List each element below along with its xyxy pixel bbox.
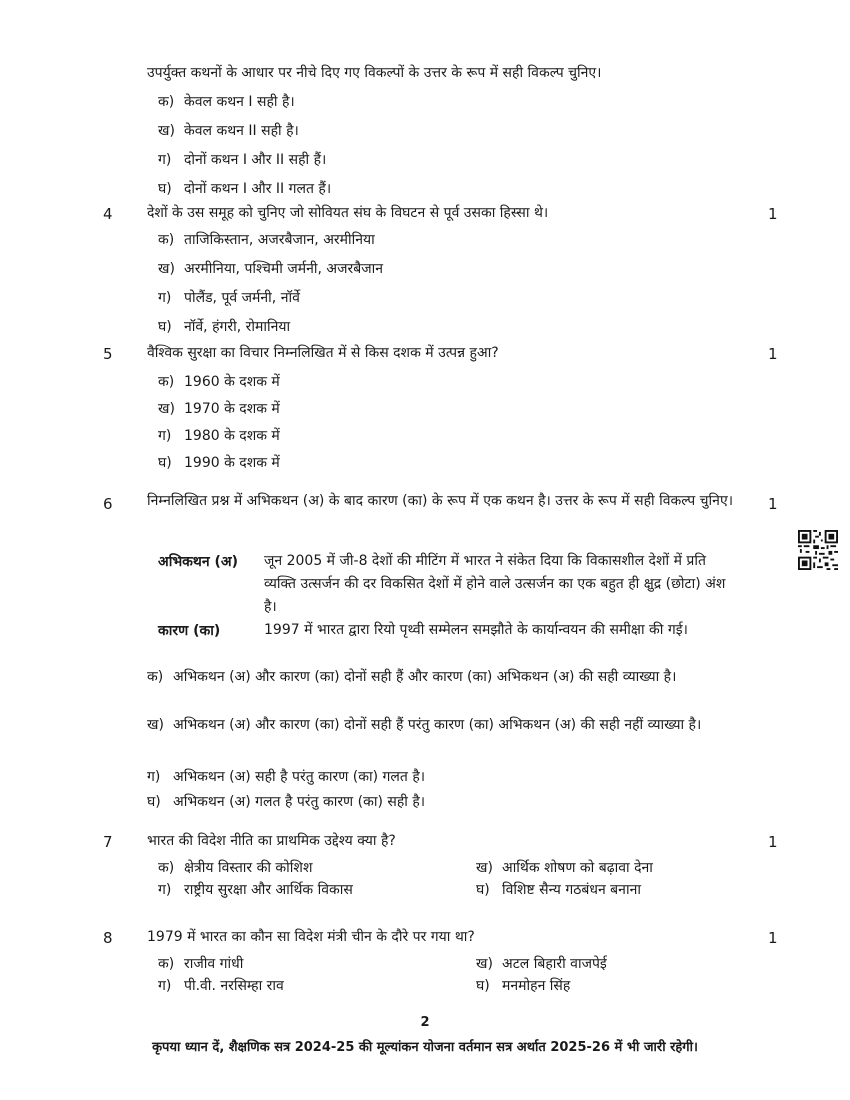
q6-option-b: [147, 714, 742, 737]
q8-option-b: [476, 954, 607, 973]
question-marks: 1: [768, 929, 778, 947]
q5-option-b: [158, 399, 280, 418]
option-label: घ): [158, 455, 172, 471]
q8-option-a: [158, 954, 243, 973]
option-label: क): [158, 232, 175, 248]
option-label: ख): [158, 261, 175, 277]
option-text: मनमोहन सिंह: [502, 978, 571, 994]
q4-option-a: [158, 230, 375, 249]
option-text: आर्थिक शोषण को बढ़ावा देना: [502, 860, 653, 876]
option-label: क): [158, 94, 175, 110]
footer-notice: कृपया ध्यान दें, शैक्षणिक सत्र 2024-25 की मूल्यांकन योजना वर्तमान सत्र अर्थात 2025-26 में भी जारी रहेगी।: [152, 1040, 698, 1055]
option-label: ग): [158, 152, 172, 168]
option-text: 1980 के दशक में: [184, 428, 280, 444]
intro-option-a: [158, 92, 295, 111]
question-text: वैश्विक सुरक्षा का विचार निम्नलिखित में से किस दशक में उत्पन्न हुआ?: [147, 345, 499, 361]
q6-option-d: [147, 792, 425, 811]
option-text: केवल कथन I सही है।: [184, 94, 295, 110]
option-label: घ): [147, 794, 161, 810]
question-marks: 1: [768, 345, 778, 363]
page-number: 2: [420, 1015, 430, 1030]
option-label: घ): [476, 978, 490, 994]
question-marks: 1: [768, 833, 778, 851]
q7-option-d: [476, 880, 641, 899]
option-text: अभिकथन (अ) सही है परंतु कारण (का) गलत है।: [173, 769, 426, 785]
qr-code: [798, 530, 838, 570]
question-text: निम्नलिखित प्रश्न में अभिकथन (अ) के बाद कारण (का) के रूप में एक कथन है। उत्तर के रूप में सही विकल्प चुनिए।: [147, 493, 733, 509]
option-text: पी.वी. नरसिम्हा राव: [184, 978, 284, 994]
reason-label: कारण (का): [158, 623, 221, 639]
q8-option-d: [476, 976, 570, 995]
option-label: क): [158, 860, 175, 876]
option-label: ग): [147, 769, 161, 785]
question-number: 7: [103, 833, 113, 851]
option-text: केवल कथन II सही है।: [184, 123, 299, 139]
option-text: विशिष्ट सैन्य गठबंधन बनाना: [502, 882, 641, 898]
q4-option-c: [158, 288, 300, 307]
q7-option-b: [476, 858, 653, 877]
q5-option-d: [158, 453, 280, 472]
option-label: ख): [476, 956, 493, 972]
q8-option-c: [158, 976, 284, 995]
option-label: क): [147, 669, 164, 685]
option-label: ग): [158, 428, 172, 444]
intro-option-d: [158, 179, 331, 198]
question-number: 5: [103, 345, 113, 363]
option-text: दोनों कथन I और II सही हैं।: [184, 152, 327, 168]
option-text: अभिकथन (अ) गलत है परंतु कारण (का) सही है।: [173, 794, 426, 810]
option-label: ख): [147, 717, 164, 733]
question-text: 1979 में भारत का कौन सा विदेश मंत्री चीन के दौरे पर गया था?: [147, 929, 475, 945]
assertion-label: अभिकथन (अ): [158, 554, 238, 570]
option-label: ग): [158, 978, 172, 994]
q4-option-d: [158, 317, 290, 336]
option-text: राजीव गांधी: [184, 956, 244, 972]
option-text: अभिकथन (अ) और कारण (का) दोनों सही हैं परंतु कारण (का) अभिकथन (अ) की सही नहीं व्याख्या है।: [173, 717, 702, 733]
option-text: नॉर्वे, हंगरी, रोमानिया: [184, 319, 291, 335]
question-number: 6: [103, 495, 113, 513]
option-text: 1960 के दशक में: [184, 374, 280, 390]
option-label: घ): [158, 181, 172, 197]
option-label: ख): [476, 860, 493, 876]
option-text: 1970 के दशक में: [184, 401, 280, 417]
option-text: अरमीनिया, पश्चिमी जर्मनी, अजरबैजान: [184, 261, 383, 277]
option-text: क्षेत्रीय विस्तार की कोशिश: [184, 860, 313, 876]
question-number: 4: [103, 205, 113, 223]
question-number: 8: [103, 929, 113, 947]
question-text: देशों के उस समूह को चुनिए जो सोवियत संघ के विघटन से पूर्व उसका हिस्सा थे।: [147, 205, 549, 221]
question-marks: 1: [768, 205, 778, 223]
intro-option-c: [158, 150, 326, 169]
option-label: घ): [476, 882, 490, 898]
option-text: 1990 के दशक में: [184, 455, 280, 471]
option-text: पोलैंड, पूर्व जर्मनी, नॉर्वे: [184, 290, 300, 306]
q6-option-a: [147, 666, 742, 689]
option-label: ग): [158, 882, 172, 898]
assertion-text: जून 2005 में जी-8 देशों की मीटिंग में भारत ने संकेत दिया कि विकासशील देशों में प्रति व्यक्ति उत्सर्जन की दर विकसित देशों में होने वाले उत्सर्जन का एक बहुत ही क्षुद्र (छोटा) अंश है।: [264, 553, 726, 615]
question-marks: 1: [768, 495, 778, 513]
option-label: घ): [158, 319, 172, 335]
option-text: दोनों कथन I और II गलत हैं।: [184, 181, 332, 197]
option-text: अभिकथन (अ) और कारण (का) दोनों सही हैं और कारण (का) अभिकथन (अ) की सही व्याख्या है।: [173, 669, 677, 685]
option-label: ख): [158, 123, 175, 139]
option-text: राष्ट्रीय सुरक्षा और आर्थिक विकास: [184, 882, 353, 898]
q5-option-a: [158, 372, 280, 391]
intro-text: उपर्युक्त कथनों के आधार पर नीचे दिए गए विकल्पों के उत्तर के रूप में सही विकल्प चुनिए।: [147, 65, 602, 81]
intro-option-b: [158, 121, 299, 140]
q4-option-b: [158, 259, 383, 278]
option-label: क): [158, 374, 175, 390]
q7-option-c: [158, 880, 353, 899]
option-text: ताजिकिस्तान, अजरबैजान, अरमीनिया: [184, 232, 375, 248]
option-text: अटल बिहारी वाजपेई: [502, 956, 607, 972]
q5-option-c: [158, 426, 280, 445]
option-label: क): [158, 956, 175, 972]
q6-option-c: [147, 767, 425, 786]
option-label: ख): [158, 401, 175, 417]
q7-option-a: [158, 858, 312, 877]
question-text: भारत की विदेश नीति का प्राथमिक उद्देश्य क्या है?: [147, 833, 396, 849]
option-label: ग): [158, 290, 172, 306]
reason-text: 1997 में भारत द्वारा रियो पृथ्वी सम्मेलन समझौते के कार्यान्वयन की समीक्षा की गई।: [264, 622, 688, 638]
